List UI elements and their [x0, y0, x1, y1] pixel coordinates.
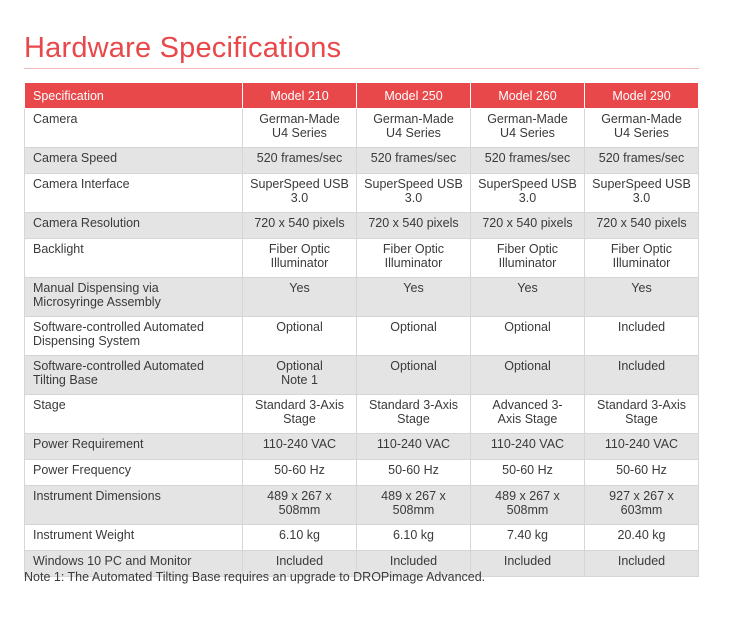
spec-value-line: Included	[617, 359, 666, 373]
spec-value-cell	[357, 317, 471, 356]
spec-value-cell	[585, 213, 699, 239]
spec-value-line: German-Made	[259, 112, 340, 126]
spec-label-line: Backlight	[33, 242, 84, 256]
spec-value-line: German-Made	[373, 112, 454, 126]
spec-label-line: Software-controlled Automated	[33, 359, 204, 373]
spec-value-cell	[471, 148, 585, 174]
spec-label	[25, 109, 243, 148]
page-title: Hardware Specifications	[24, 32, 342, 64]
spec-label-line: Manual Dispensing via	[33, 281, 159, 295]
spec-value-cell	[471, 317, 585, 356]
spec-value-cell	[243, 434, 357, 460]
spec-value-cell	[357, 460, 471, 486]
header-model-290: Model 290	[585, 83, 699, 109]
spec-value-line: Optional	[276, 359, 323, 373]
spec-value-line: Fiber Optic	[268, 242, 331, 256]
spec-value-line: Included	[617, 554, 666, 568]
spec-value-cell	[471, 395, 585, 434]
spec-label-line: Camera Speed	[33, 151, 118, 165]
spec-value-cell	[243, 356, 357, 395]
spec-label-line: Tilting Base	[33, 373, 98, 387]
spec-value-line: 720 x 540 pixels	[596, 216, 687, 230]
table-row	[25, 174, 699, 213]
spec-value-cell	[471, 525, 585, 551]
spec-value-line: 3.0	[632, 191, 651, 205]
spec-value-line: Fiber Optic	[610, 242, 673, 256]
spec-value-line: Optional	[504, 359, 551, 373]
spec-value-line: SuperSpeed USB	[250, 177, 349, 191]
spec-value-cell	[471, 434, 585, 460]
spec-value-cell	[471, 109, 585, 148]
spec-label	[25, 486, 243, 525]
spec-value-line: German-Made	[601, 112, 682, 126]
table-row	[25, 525, 699, 551]
spec-value-line: Axis Stage	[497, 412, 558, 426]
spec-value-line: Yes	[403, 281, 424, 295]
header-model-250: Model 250	[357, 83, 471, 109]
spec-value-line: Illuminator	[384, 256, 443, 270]
spec-value-line: 50-60 Hz	[388, 463, 439, 477]
spec-value-line: SuperSpeed USB	[478, 177, 577, 191]
spec-value-line: German-Made	[487, 112, 568, 126]
spec-value-line: 520 frames/sec	[256, 151, 343, 165]
spec-label	[25, 148, 243, 174]
title-divider	[24, 68, 699, 69]
spec-value-cell	[243, 395, 357, 434]
spec-label-line: Stage	[33, 398, 66, 412]
spec-value-line: 508mm	[392, 503, 435, 517]
table-row	[25, 434, 699, 460]
spec-value-line: 50-60 Hz	[274, 463, 325, 477]
spec-value-line: 720 x 540 pixels	[254, 216, 345, 230]
spec-value-cell	[471, 174, 585, 213]
spec-value-line: Illuminator	[498, 256, 557, 270]
spec-value-line: 50-60 Hz	[616, 463, 667, 477]
header-model-260: Model 260	[471, 83, 585, 109]
spec-value-line: Illuminator	[612, 256, 671, 270]
spec-value-cell	[585, 239, 699, 278]
spec-label	[25, 174, 243, 213]
spec-label-line: Power Frequency	[33, 463, 131, 477]
spec-value-line: U4 Series	[386, 126, 441, 140]
table-row	[25, 213, 699, 239]
spec-value-cell	[585, 525, 699, 551]
spec-value-cell	[585, 486, 699, 525]
spec-value-cell	[357, 148, 471, 174]
header-specification: Specification	[25, 83, 243, 109]
spec-value-line: 520 frames/sec	[598, 151, 685, 165]
spec-value-line: Included	[617, 320, 666, 334]
spec-value-line: U4 Series	[500, 126, 555, 140]
spec-value-cell	[243, 174, 357, 213]
spec-value-line: Advanced 3-	[492, 398, 563, 412]
spec-value-line: Optional	[390, 320, 437, 334]
spec-value-cell	[243, 486, 357, 525]
spec-label	[25, 356, 243, 395]
spec-value-cell	[471, 356, 585, 395]
spec-value-line: Stage	[625, 412, 658, 426]
spec-value-cell	[585, 174, 699, 213]
spec-label	[25, 434, 243, 460]
spec-value-cell	[357, 395, 471, 434]
spec-label-line: Camera Interface	[33, 177, 130, 191]
spec-value-cell	[357, 213, 471, 239]
spec-value-cell	[585, 395, 699, 434]
spec-label-line: Dispensing System	[33, 334, 140, 348]
table-row	[25, 317, 699, 356]
spec-value-line: 720 x 540 pixels	[482, 216, 573, 230]
spec-value-line: 110-240 VAC	[604, 437, 679, 451]
spec-value-line: 489 x 267 x	[495, 489, 560, 503]
spec-value-line: Standard 3-Axis	[369, 398, 458, 412]
spec-value-line: 110-240 VAC	[490, 437, 565, 451]
specifications-table	[24, 82, 699, 577]
spec-value-line: 110-240 VAC	[262, 437, 337, 451]
spec-value-line: Yes	[517, 281, 538, 295]
spec-value-line: 6.10 kg	[278, 528, 320, 542]
table-header-row	[25, 83, 699, 109]
header-model-210: Model 210	[243, 83, 357, 109]
spec-label	[25, 213, 243, 239]
spec-value-line: Included	[275, 554, 324, 568]
spec-value-line: 520 frames/sec	[370, 151, 457, 165]
spec-value-line: 489 x 267 x	[267, 489, 332, 503]
spec-value-line: 603mm	[620, 503, 663, 517]
spec-value-line: 20.40 kg	[617, 528, 666, 542]
spec-value-cell	[357, 239, 471, 278]
table-row	[25, 239, 699, 278]
spec-label	[25, 317, 243, 356]
spec-value-line: Optional	[390, 359, 437, 373]
spec-value-cell	[585, 148, 699, 174]
table-body	[25, 109, 699, 577]
spec-value-cell	[585, 434, 699, 460]
spec-value-line: U4 Series	[614, 126, 669, 140]
spec-value-line: Optional	[504, 320, 551, 334]
spec-value-cell	[585, 460, 699, 486]
spec-value-cell	[243, 525, 357, 551]
spec-label	[25, 395, 243, 434]
spec-value-cell	[357, 525, 471, 551]
spec-label-line: Camera Resolution	[33, 216, 140, 230]
spec-value-line: Standard 3-Axis	[255, 398, 344, 412]
spec-value-line: 720 x 540 pixels	[368, 216, 459, 230]
spec-value-cell	[357, 434, 471, 460]
spec-value-cell	[243, 239, 357, 278]
table-row	[25, 356, 699, 395]
spec-value-cell	[357, 174, 471, 213]
spec-label-line: Microsyringe Assembly	[33, 295, 161, 309]
spec-value-cell	[471, 460, 585, 486]
spec-value-cell	[585, 356, 699, 395]
spec-value-cell	[585, 317, 699, 356]
spec-value-line: SuperSpeed USB	[364, 177, 463, 191]
table-row	[25, 395, 699, 434]
spec-value-line: Included	[389, 554, 438, 568]
spec-label-line: Instrument Dimensions	[33, 489, 161, 503]
spec-value-cell	[243, 278, 357, 317]
spec-value-line: 508mm	[278, 503, 321, 517]
spec-value-line: 50-60 Hz	[502, 463, 553, 477]
spec-value-line: Fiber Optic	[382, 242, 445, 256]
spec-label-line: Power Requirement	[33, 437, 144, 451]
spec-value-cell	[243, 109, 357, 148]
spec-value-line: Illuminator	[270, 256, 329, 270]
spec-value-line: Standard 3-Axis	[597, 398, 686, 412]
spec-label-line: Software-controlled Automated	[33, 320, 204, 334]
table-row	[25, 486, 699, 525]
spec-value-line: SuperSpeed USB	[592, 177, 691, 191]
spec-value-line: 927 x 267 x	[609, 489, 674, 503]
spec-value-cell	[243, 317, 357, 356]
spec-value-line: 3.0	[518, 191, 537, 205]
table-row	[25, 278, 699, 317]
spec-label	[25, 278, 243, 317]
spec-value-cell	[357, 109, 471, 148]
table-row	[25, 460, 699, 486]
spec-value-cell	[471, 213, 585, 239]
spec-value-cell	[357, 356, 471, 395]
spec-value-cell	[585, 278, 699, 317]
spec-label	[25, 460, 243, 486]
table-row	[25, 148, 699, 174]
spec-value-line: Note 1	[281, 373, 318, 387]
spec-value-line: 489 x 267 x	[381, 489, 446, 503]
spec-value-line: 520 frames/sec	[484, 151, 571, 165]
spec-value-line: Yes	[631, 281, 652, 295]
spec-label	[25, 239, 243, 278]
footnote: Note 1: The Automated Tilting Base requires an upgrade to DROPimage Advanced.	[24, 570, 486, 584]
spec-value-cell	[243, 460, 357, 486]
spec-value-line: 3.0	[404, 191, 423, 205]
spec-value-cell	[471, 486, 585, 525]
spec-value-line: Stage	[397, 412, 430, 426]
spec-value-line: 7.40 kg	[506, 528, 548, 542]
spec-value-cell	[357, 486, 471, 525]
spec-value-line: Fiber Optic	[496, 242, 559, 256]
spec-label-line: Camera	[33, 112, 78, 126]
spec-value-cell	[585, 109, 699, 148]
spec-value-line: Optional	[276, 320, 323, 334]
spec-value-line: 3.0	[290, 191, 309, 205]
spec-value-line: Stage	[283, 412, 316, 426]
spec-value-cell	[243, 213, 357, 239]
spec-value-line: Yes	[289, 281, 310, 295]
spec-value-cell	[357, 278, 471, 317]
spec-value-line: U4 Series	[272, 126, 327, 140]
spec-value-cell	[585, 551, 699, 577]
spec-label-line: Windows 10 PC and Monitor	[33, 554, 192, 568]
spec-value-cell	[471, 278, 585, 317]
spec-value-line: Included	[503, 554, 552, 568]
spec-value-cell	[471, 239, 585, 278]
spec-label-line: Instrument Weight	[33, 528, 135, 542]
spec-label	[25, 525, 243, 551]
spec-value-line: 6.10 kg	[392, 528, 434, 542]
spec-value-line: 508mm	[506, 503, 549, 517]
spec-value-line: 110-240 VAC	[376, 437, 451, 451]
table-row	[25, 109, 699, 148]
spec-value-cell	[471, 551, 585, 577]
spec-value-cell	[243, 148, 357, 174]
